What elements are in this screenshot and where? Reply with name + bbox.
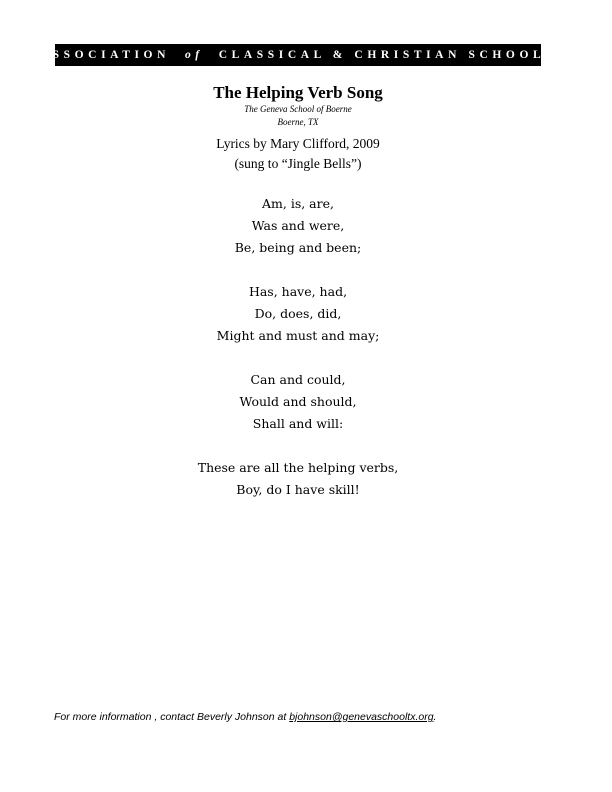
header-of: of bbox=[184, 49, 204, 61]
lyrics-author: Lyrics by Mary Clifford, 2009 bbox=[216, 136, 380, 151]
lyric-line: Am, is, are, bbox=[262, 196, 334, 211]
lyric-line: Be, being and been; bbox=[234, 240, 362, 255]
school-location: Boerne, TX bbox=[277, 117, 319, 127]
lyric-line: Shall and will: bbox=[252, 416, 344, 431]
contact-footer bbox=[54, 710, 436, 724]
header-schools: CLASSICAL & CHRISTIAN SCHOOLS bbox=[218, 49, 557, 61]
association-header-banner bbox=[39, 44, 557, 66]
tune-note: (sung to “Jingle Bells”) bbox=[234, 156, 362, 171]
contact-email-link[interactable]: bjohnson@genevaschooltx.org bbox=[289, 711, 434, 723]
lyric-line: Would and should, bbox=[239, 394, 357, 409]
lyric-line: Do, does, did, bbox=[254, 306, 342, 321]
lyric-line: Might and must and may; bbox=[216, 328, 380, 343]
footer-period: . bbox=[433, 711, 437, 723]
school-name: The Geneva School of Boerne bbox=[244, 104, 352, 114]
stanza-2 bbox=[0, 281, 596, 347]
song-credit bbox=[0, 134, 596, 174]
footer-text: For more information , contact Beverly Johnson at bbox=[54, 711, 290, 723]
stanza-1 bbox=[0, 193, 596, 259]
song-title: The Helping Verb Song bbox=[213, 83, 383, 102]
lyric-line: Was and were, bbox=[251, 218, 345, 233]
lyric-line: Boy, do I have skill! bbox=[236, 482, 360, 497]
lyric-line: These are all the helping verbs, bbox=[197, 460, 399, 475]
stanza-4 bbox=[0, 457, 596, 501]
stanza-3 bbox=[0, 369, 596, 435]
lyric-line: Has, have, had, bbox=[248, 284, 348, 299]
lyrics bbox=[0, 193, 596, 501]
lyric-line: Can and could, bbox=[250, 372, 346, 387]
header-association: ASSOCIATION bbox=[39, 49, 170, 61]
